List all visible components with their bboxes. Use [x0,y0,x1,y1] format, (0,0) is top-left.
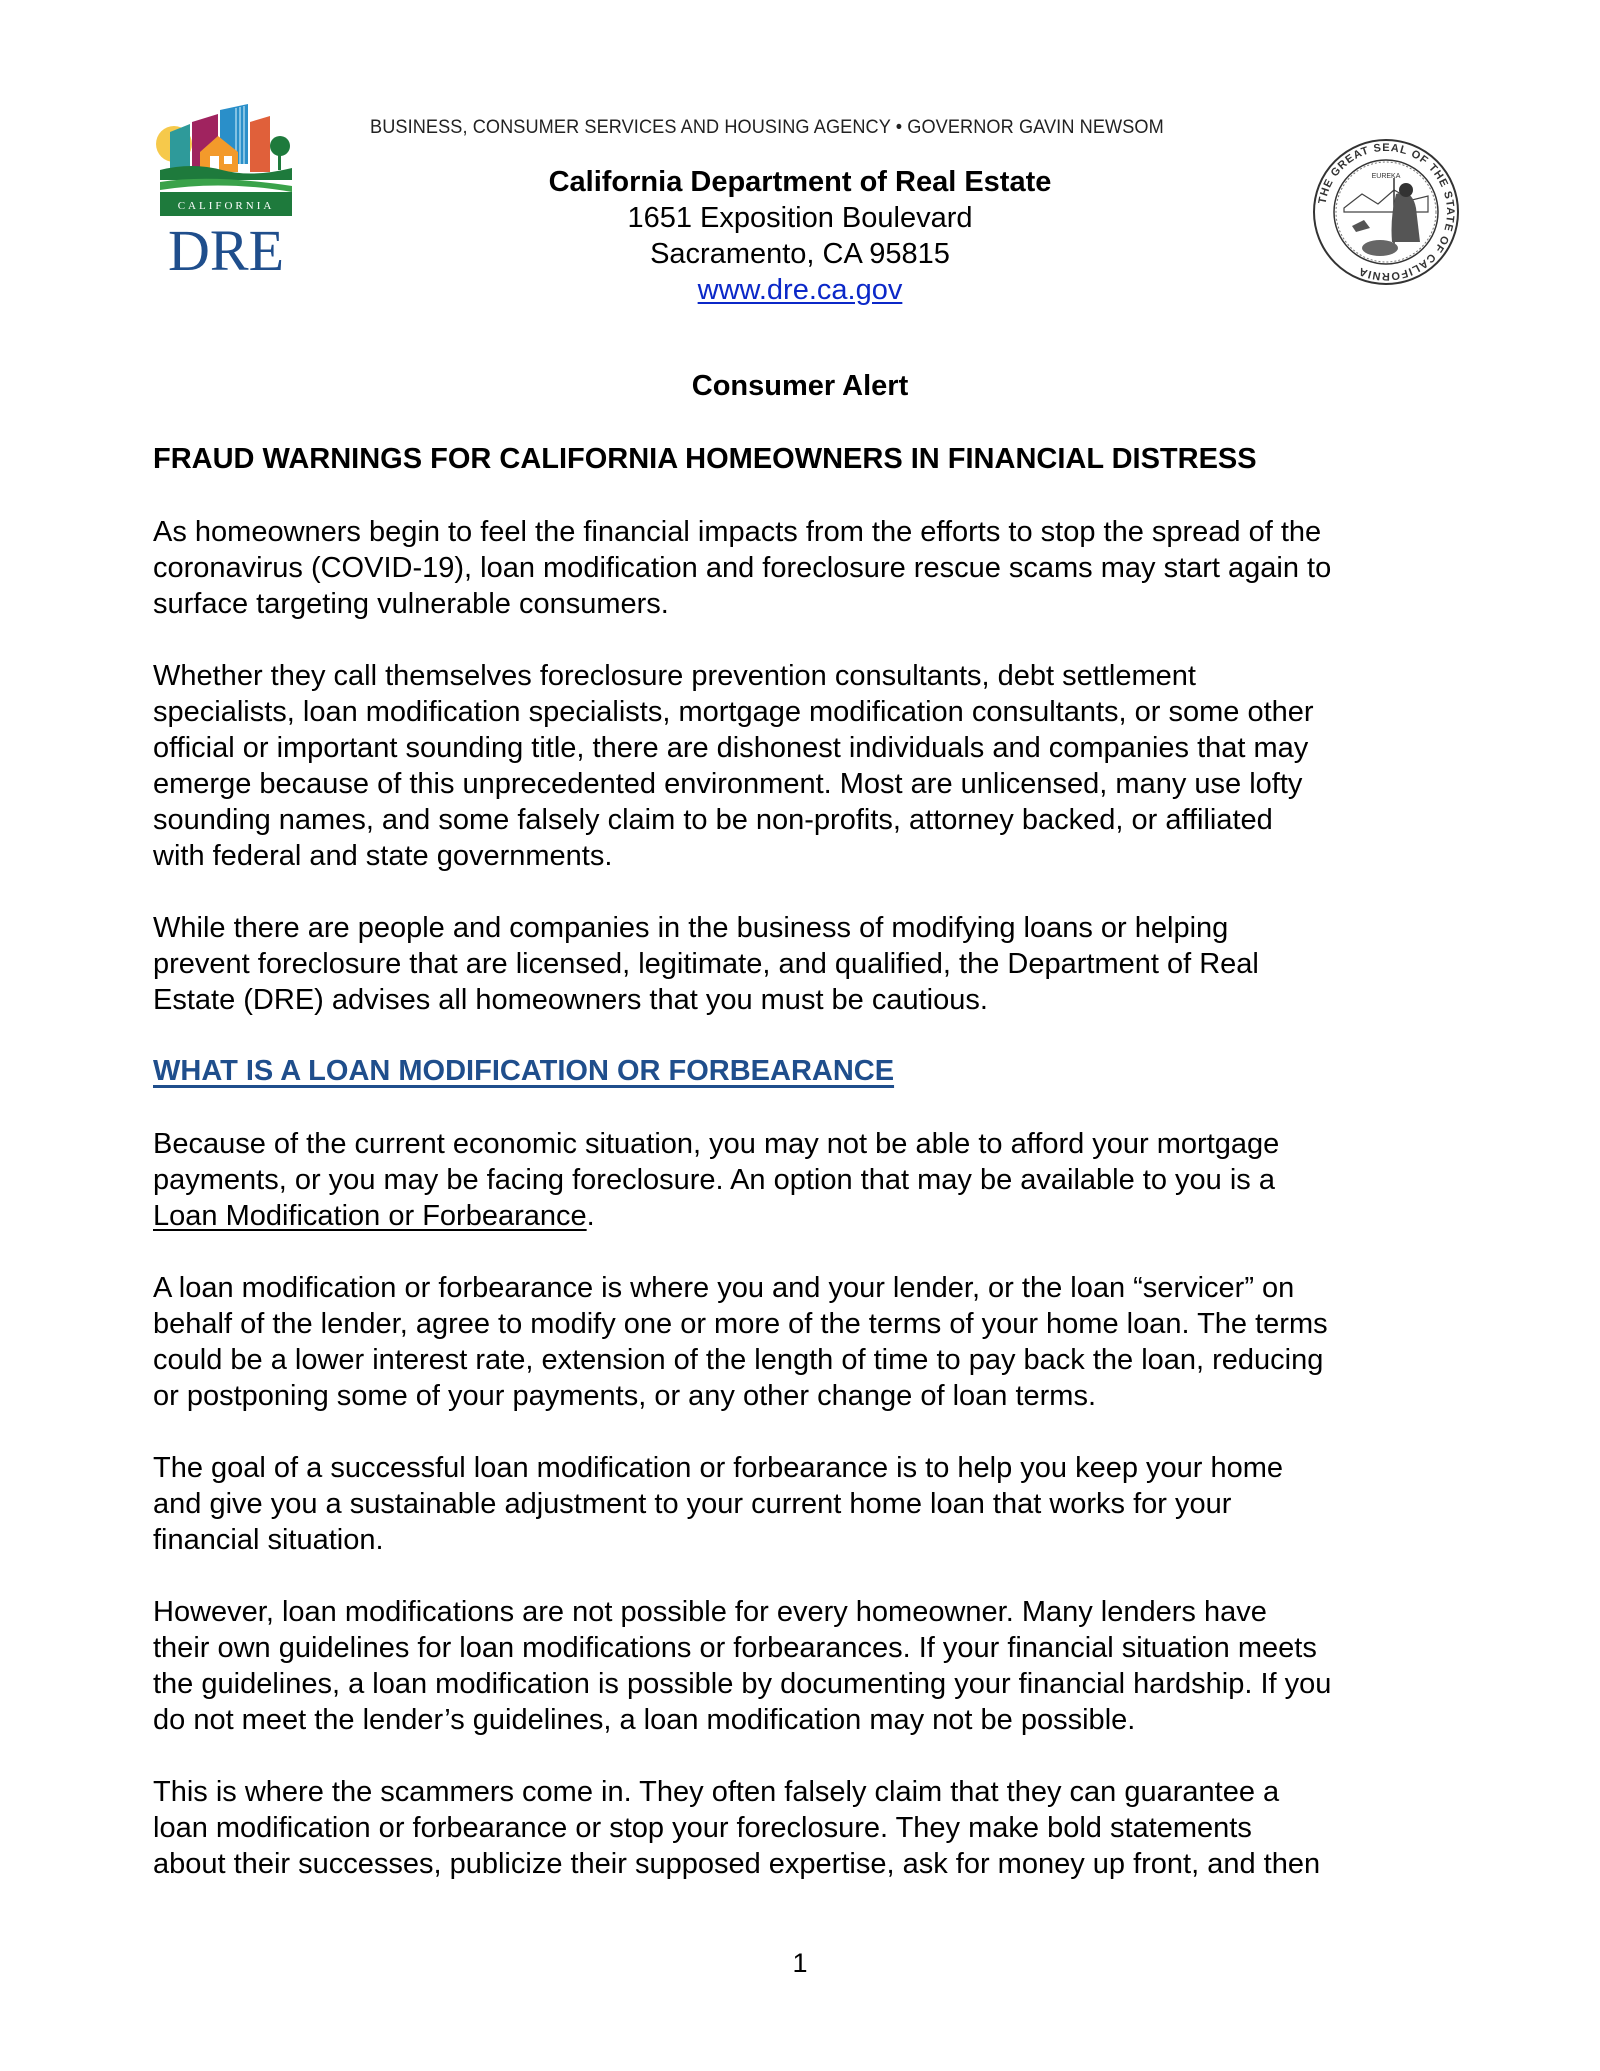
alert-label: Consumer Alert [691,370,909,402]
text-punct: . [586,1200,595,1232]
seal-motto: EUREKA [1371,173,1401,180]
text-line: As homeowners begin to feel the financial impacts from the efforts to stop the spread of the [153,516,1322,548]
dre-logo [152,104,298,274]
text-line: with federal and state governments. [153,840,613,872]
text-line: could be a lower interest rate, extension of the length of time to pay back the loan, reducing [153,1344,1324,1376]
department-name: California Department of Real Estate [548,166,1052,198]
paragraph-economic-situation [153,1126,1453,1234]
seal-ring-text: THE GREAT SEAL OF THE STATE OF CALIFORNIA [1316,141,1457,283]
text-line: Because of the current economic situation, you may not be able to afford your mortgage [153,1128,1280,1160]
text-line: loan modification or forbearance or stop your foreclosure. They make bold statements [153,1812,1252,1844]
underlined-term: Loan Modification or Forbearance [153,1200,587,1232]
logo-banner-text: CALIFORNIA [177,200,275,212]
address-line-2: Sacramento, CA 95815 [650,238,950,270]
text-line: While there are people and companies in the business of modifying loans or helping [153,912,1229,944]
address-line-1: 1651 Exposition Boulevard [627,202,973,234]
text-line: behalf of the lender, agree to modify one or more of the terms of your home loan. The terms [153,1308,1328,1340]
text-line: surface targeting vulnerable consumers. [153,588,669,620]
text-line: payments, or you may be facing foreclosure. An option that may be available to you is a [153,1164,1275,1196]
text-line: sounding names, and some falsely claim to be non-profits, attorney backed, or affiliated [153,804,1273,836]
paragraph-goal [153,1450,1453,1558]
text-line: about their successes, publicize their supposed expertise, ask for money up front, and then [153,1848,1321,1880]
paragraph-scammers [153,1774,1453,1882]
text-line: the guidelines, a loan modification is possible by documenting your financial hardship. If you [153,1668,1332,1700]
text-line: prevent foreclosure that are licensed, legitimate, and qualified, the Department of Real [153,948,1259,980]
document-title: FRAUD WARNINGS FOR CALIFORNIA HOMEOWNERS IN FINANCIAL DISTRESS [153,443,1257,475]
paragraph-intro [153,514,1453,622]
text-line: The goal of a successful loan modification or forbearance is to help you keep your home [153,1452,1284,1484]
text-line: However, loan modifications are not possible for every homeowner. Many lenders have [153,1596,1267,1628]
website-link[interactable]: www.dre.ca.gov [697,274,903,306]
logo-wordmark: DRE [168,218,284,274]
california-seal-icon [1312,138,1460,286]
paragraph-guidelines [153,1594,1453,1738]
text-line: financial situation. [153,1524,384,1556]
paragraph-caution [153,910,1453,1018]
section-heading-loan-modification[interactable]: WHAT IS A LOAN MODIFICATION OR FORBEARANCE [153,1055,895,1087]
agency-line: BUSINESS, CONSUMER SERVICES AND HOUSING AGENCY • GOVERNOR GAVIN NEWSOM [370,116,1164,138]
text-line: Estate (DRE) advises all homeowners that you must be cautious. [153,984,988,1016]
text-line: do not meet the lender’s guidelines, a loan modification may not be possible. [153,1704,1136,1736]
text-line: This is where the scammers come in. They often falsely claim that they can guarantee a [153,1776,1280,1808]
text-line: specialists, loan modification specialists, mortgage modification consultants, or some other [153,696,1314,728]
text-line: A loan modification or forbearance is where you and your lender, or the loan “servicer” on [153,1272,1295,1304]
text-line: official or important sounding title, there are dishonest individuals and companies that may [153,732,1309,764]
paragraph-definition [153,1270,1453,1414]
letterhead [400,164,1200,308]
text-line: their own guidelines for loan modifications or forbearances. If your financial situation meets [153,1632,1317,1664]
page-number: 1 [792,1948,808,1978]
text-line: Whether they call themselves foreclosure prevention consultants, debt settlement [153,660,1196,692]
paragraph-scam-types [153,658,1453,874]
text-line: or postponing some of your payments, or any other change of loan terms. [153,1380,1097,1412]
text-line: coronavirus (COVID-19), loan modification and foreclosure rescue scams may start again to [153,552,1332,584]
text-line: emerge because of this unprecedented environment. Most are unlicensed, many use lofty [153,768,1303,800]
text-line: and give you a sustainable adjustment to your current home loan that works for your [153,1488,1232,1520]
text-line [153,1198,1453,1234]
